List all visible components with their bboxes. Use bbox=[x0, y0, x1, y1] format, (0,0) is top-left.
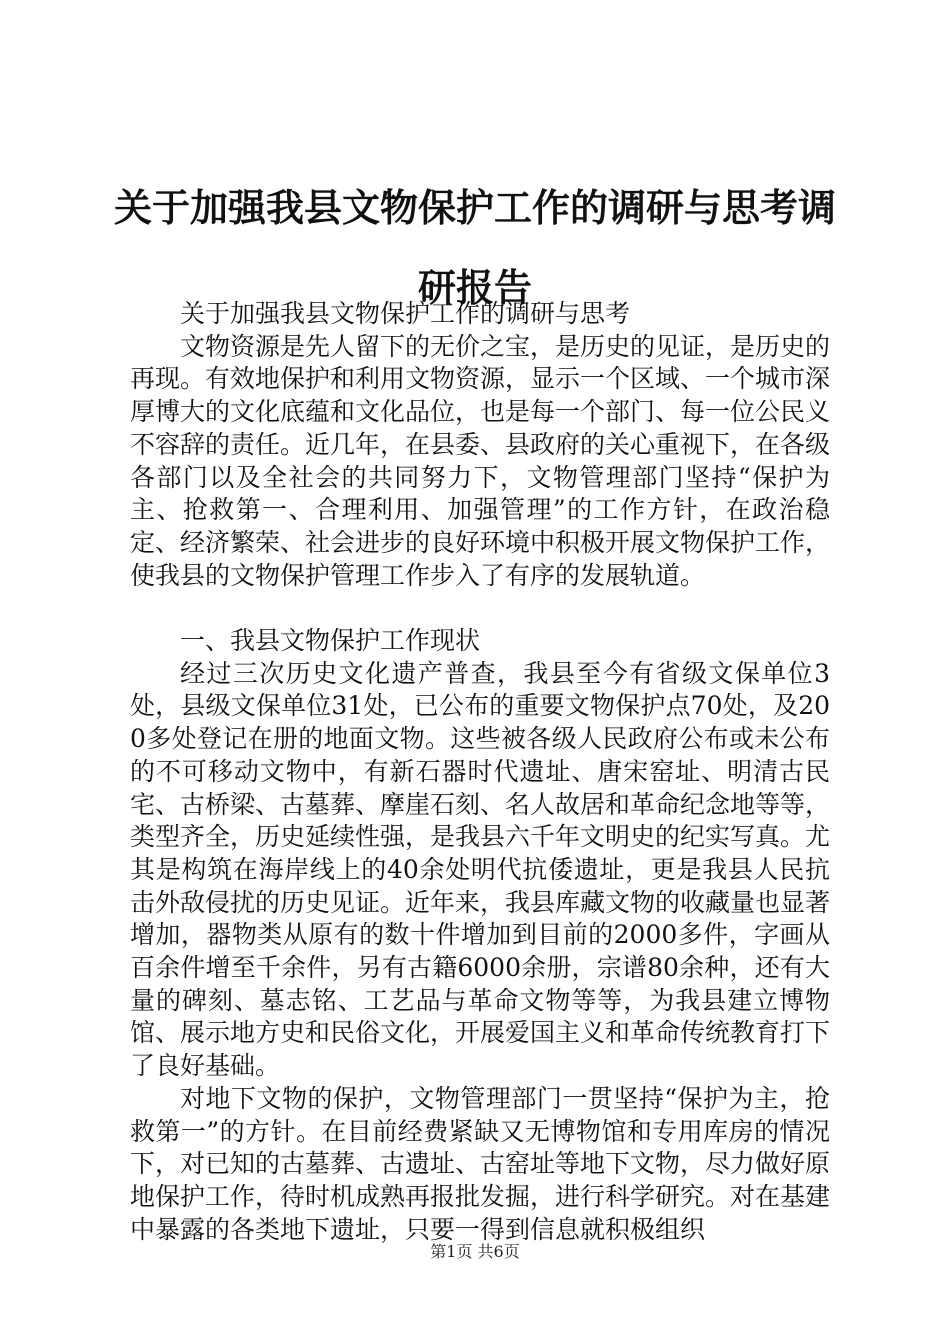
document-title: 关于加强我县文物保护工作的调研与思考调研报告 bbox=[113, 186, 836, 310]
body-paragraph: 对地下文物的保护，文物管理部门一贯坚持“保护为主，抢救第一”的方针。在目前经费紧缺又无博物馆和专用库房的情况下，对已知的古墓葬、古遗址、古窑址等地下文物，尽力做好原地保护工作，待时机成熟再报批发掘，进行科学研究。对在基建中暴露的各类地下遗址，只要一得到信息就积极组织 bbox=[130, 1083, 831, 1244]
subtitle-paragraph: 关于加强我县文物保护工作的调研与思考 bbox=[180, 299, 631, 328]
document-body bbox=[130, 298, 830, 1246]
body-paragraph: 经过三次历史文化遗产普查，我县至今有省级文保单位3处，县级文保单位31处，已公布的重要文物保护点70处，及200多处登记在册的地面文物。这些被各级人民政府公布或未公布的不可移动文物中，有新石器时代遗址、唐宋窑址、明清古民宅、古桥梁、古墓葬、摩崖石刻、名人故居和革命纪念地等等，类型齐全，历史延续性强，是我县六千年文明史的纪实写真。尤其是构筑在海岸线上的40余处明代抗倭遗址，更是我县人民抗击外敌侵扰的历史见证。近年来，我县库藏文物的收藏量也显著增加，器物类从原有的数十件增加到目前的2000多件，字画从百余件增至千余件，另有古籍6000余册，宗谱80余种，还有大量的碑刻、墓志铭、工艺品与革命文物等等，为我县建立博物馆、展示地方史和民俗文化，开展爱国主义和革命传统教育打下了良好基础。 bbox=[130, 658, 831, 1081]
intro-paragraph: 文物资源是先人留下的无价之宝，是历史的见证，是历史的再现。有效地保护和利用文物资源，显示一个区域、一个城市深厚博大的文化底蕴和文化品位，也是每一个部门、每一位公民义不容辞的责任。近几年，在县委、县政府的关心重视下，在各级各部门以及全社会的共同努力下，文物管理部门坚持“保护为主、抢救第一、合理利用、加强管理”的工作方针，在政治稳定、经济繁荣、社会进步的良好环境中积极开展文物保护工作，使我县的文物保护管理工作步入了有序的发展轨道。 bbox=[130, 331, 831, 590]
section-heading: 一、我县文物保护工作现状 bbox=[180, 626, 481, 656]
page-footer: 第1页 共6页 bbox=[430, 1242, 520, 1261]
